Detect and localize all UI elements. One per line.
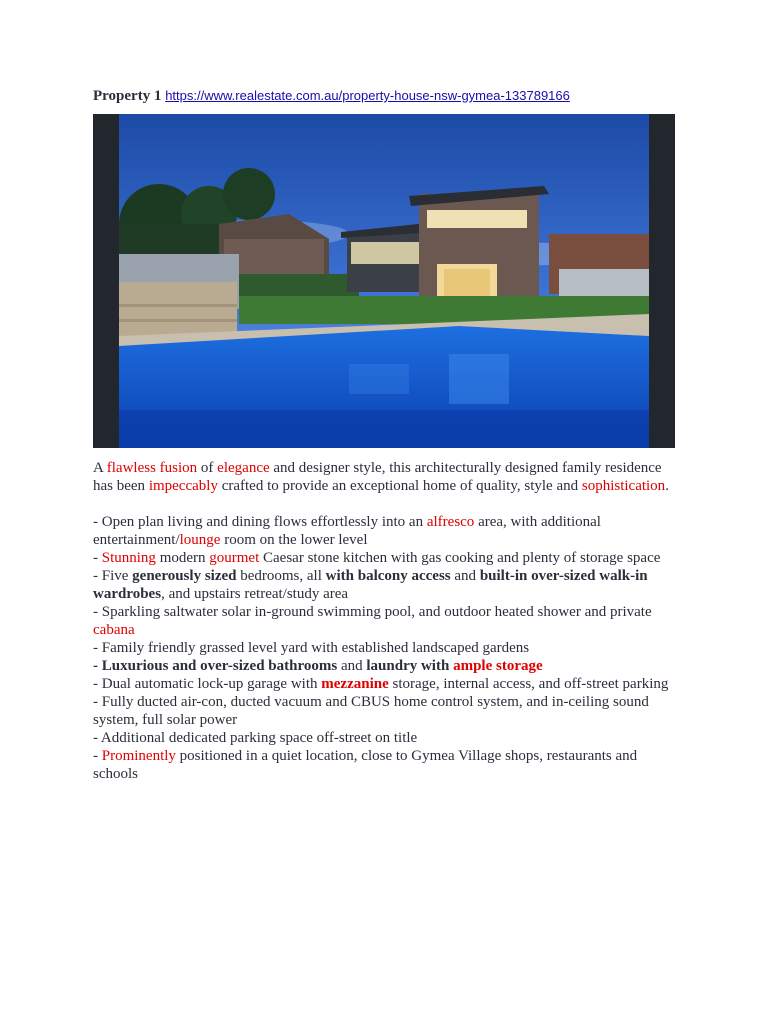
feature-text: - bbox=[93, 748, 102, 764]
feature-text: - Sparkling saltwater solar in-ground swimming pool, and outdoor heated shower and private bbox=[93, 604, 652, 620]
feature-text: - bbox=[93, 658, 102, 674]
highlight-ample-storage: ample storage bbox=[453, 658, 543, 674]
bold-bathrooms: Luxurious and over-sized bathrooms bbox=[101, 658, 338, 674]
feature-text: Caesar stone kitchen with gas cooking and plenty of storage space bbox=[259, 550, 661, 566]
feature-line bbox=[93, 729, 683, 747]
intro-paragraph bbox=[93, 459, 683, 495]
bold-walk-in-wardrobes: built-in over-sized walk-in wardrobes bbox=[93, 568, 648, 602]
property-label: Property 1 bbox=[93, 88, 162, 104]
intro-text: crafted to provide an exceptional home of quality, style and bbox=[217, 478, 582, 494]
intro-text: A bbox=[93, 460, 107, 476]
highlight-lounge: lounge bbox=[179, 532, 221, 548]
property-photo bbox=[93, 114, 675, 448]
bold-generously-sized: generously sized bbox=[132, 568, 237, 584]
property-description bbox=[93, 459, 683, 783]
highlight-sophistication: sophistication bbox=[581, 478, 666, 494]
highlight-stunning: Stunning bbox=[101, 550, 156, 566]
highlight-elegance: elegance bbox=[217, 460, 270, 476]
property-link[interactable]: https://www.realestate.com.au/property-house-nsw-gymea-133789166 bbox=[165, 88, 570, 103]
document-page bbox=[93, 86, 683, 783]
feature-text: - Dual automatic lock-up garage with bbox=[93, 676, 322, 692]
bold-laundry: laundry with bbox=[366, 658, 454, 674]
feature-text: - Family friendly grassed level yard with established landscaped gardens bbox=[93, 640, 530, 656]
feature-text: - Five bbox=[93, 568, 133, 584]
highlight-alfresco: alfresco bbox=[426, 514, 475, 530]
intro-text: of bbox=[197, 460, 218, 476]
highlight-impeccably: impeccably bbox=[148, 478, 218, 494]
highlight-cabana: cabana bbox=[93, 622, 135, 638]
feature-text: bedrooms, all bbox=[236, 568, 326, 584]
property-heading bbox=[93, 86, 683, 106]
feature-line bbox=[93, 603, 683, 639]
feature-text: and bbox=[337, 658, 367, 674]
feature-text: , and upstairs retreat/study area bbox=[161, 586, 349, 602]
house-with-pool-photo bbox=[119, 114, 649, 448]
feature-line bbox=[93, 675, 683, 693]
intro-text: and designer style, this architecturally designed family residence has been bbox=[93, 460, 662, 494]
feature-text: area, with additional entertainment/ bbox=[93, 514, 601, 548]
feature-line bbox=[93, 513, 683, 549]
feature-text: and bbox=[450, 568, 480, 584]
feature-text: positioned in a quiet location, close to Gymea Village shops, restaurants and schools bbox=[93, 748, 638, 782]
highlight-mezzanine: mezzanine bbox=[321, 676, 389, 692]
feature-line bbox=[93, 567, 683, 603]
feature-text: - Fully ducted air-con, ducted vacuum and CBUS home control system, and in-ceiling sound system, full solar power bbox=[93, 694, 649, 728]
feature-text: storage, internal access, and off-street parking bbox=[388, 676, 669, 692]
paragraph-gap bbox=[93, 495, 683, 513]
highlight-prominently: Prominently bbox=[101, 748, 176, 764]
feature-line bbox=[93, 693, 683, 729]
bold-balcony-access: with balcony access bbox=[325, 568, 451, 584]
feature-text: - bbox=[93, 550, 102, 566]
feature-text: room on the lower level bbox=[220, 532, 368, 548]
feature-text: modern bbox=[155, 550, 210, 566]
feature-line bbox=[93, 549, 683, 567]
feature-line bbox=[93, 657, 683, 675]
feature-line bbox=[93, 747, 683, 783]
feature-text: - Additional dedicated parking space off-street on title bbox=[93, 730, 418, 746]
feature-text: - Open plan living and dining flows effortlessly into an bbox=[93, 514, 427, 530]
highlight-gourmet: gourmet bbox=[209, 550, 260, 566]
intro-text: . bbox=[665, 478, 669, 494]
feature-line bbox=[93, 639, 683, 657]
highlight-flawless-fusion: flawless fusion bbox=[106, 460, 198, 476]
